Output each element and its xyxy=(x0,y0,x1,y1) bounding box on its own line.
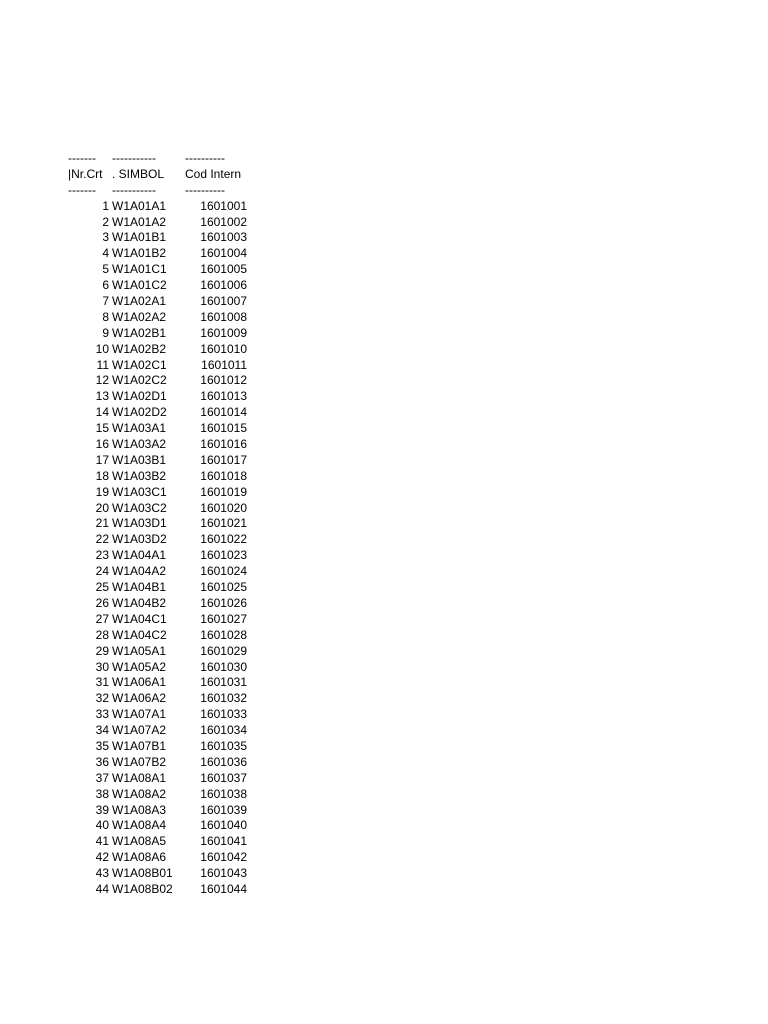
cell-simbol: W1A02C1 xyxy=(112,357,167,372)
cell-nr-crt: 43 xyxy=(95,866,109,881)
cell-simbol: W1A03A1 xyxy=(112,421,167,436)
cell-simbol: W1A05A2 xyxy=(112,659,167,674)
cell-simbol: W1A02A2 xyxy=(112,309,167,324)
cell-cod-intern: 1601035 xyxy=(200,738,247,753)
dash-nr-bottom: ------- xyxy=(68,182,96,197)
cell-simbol: W1A03B2 xyxy=(112,468,167,483)
cell-nr-crt: 5 xyxy=(102,262,109,277)
cell-nr-crt: 17 xyxy=(95,452,109,467)
cell-nr-crt: 38 xyxy=(95,786,109,801)
cell-simbol: W1A03C2 xyxy=(112,500,167,515)
cell-nr-crt: 7 xyxy=(102,294,109,309)
cell-simbol: W1A04B2 xyxy=(112,595,167,610)
cell-nr-crt: 25 xyxy=(95,580,109,595)
cell-nr-crt: 24 xyxy=(95,564,109,579)
column-header-nr-crt: |Nr.Crt xyxy=(68,166,103,181)
cell-cod-intern: 1601015 xyxy=(200,421,247,436)
cell-cod-intern: 1601005 xyxy=(200,262,247,277)
cell-simbol: W1A08B01 xyxy=(112,866,173,881)
cell-simbol: W1A01C1 xyxy=(112,262,167,277)
cell-simbol: W1A03D1 xyxy=(112,516,167,531)
cell-simbol: W1A08A2 xyxy=(112,786,167,801)
cell-simbol: W1A02D1 xyxy=(112,389,167,404)
cell-cod-intern: 1601039 xyxy=(200,802,247,817)
cell-nr-crt: 29 xyxy=(95,643,109,658)
cell-simbol: W1A01A2 xyxy=(112,214,167,229)
cell-nr-crt: 35 xyxy=(95,738,109,753)
cell-nr-crt: 9 xyxy=(102,325,109,340)
cell-cod-intern: 1601034 xyxy=(200,723,247,738)
cell-cod-intern: 1601013 xyxy=(200,389,247,404)
cell-cod-intern: 1601019 xyxy=(200,484,247,499)
cell-nr-crt: 2 xyxy=(102,214,109,229)
cell-nr-crt: 18 xyxy=(95,468,109,483)
cell-nr-crt: 40 xyxy=(95,818,109,833)
cell-cod-intern: 1601040 xyxy=(200,818,247,833)
cell-cod-intern: 1601012 xyxy=(200,373,247,388)
cell-nr-crt: 26 xyxy=(95,595,109,610)
cell-simbol: W1A04C2 xyxy=(112,627,167,642)
cell-simbol: W1A02C2 xyxy=(112,373,167,388)
cell-simbol: W1A01B1 xyxy=(112,230,167,245)
cell-simbol: W1A02A1 xyxy=(112,294,167,309)
cell-simbol: W1A04B1 xyxy=(112,580,167,595)
cell-simbol: W1A07A2 xyxy=(112,723,167,738)
cell-simbol: W1A07B1 xyxy=(112,738,167,753)
cell-nr-crt: 28 xyxy=(95,627,109,642)
cell-cod-intern: 1601036 xyxy=(200,754,247,769)
cell-nr-crt: 30 xyxy=(95,659,109,674)
cell-nr-crt: 34 xyxy=(95,723,109,738)
cell-nr-crt: 15 xyxy=(95,421,109,436)
dash-cod-bottom: ---------- xyxy=(185,182,225,197)
cell-nr-crt: 21 xyxy=(95,516,109,531)
cell-simbol: W1A03B1 xyxy=(112,452,167,467)
cell-cod-intern: 1601018 xyxy=(200,468,247,483)
cell-simbol: W1A06A1 xyxy=(112,675,167,690)
cell-cod-intern: 1601026 xyxy=(200,595,247,610)
cell-simbol: W1A07A1 xyxy=(112,707,167,722)
cell-cod-intern: 1601016 xyxy=(200,437,247,452)
cell-nr-crt: 4 xyxy=(102,246,109,261)
cell-nr-crt: 33 xyxy=(95,707,109,722)
cell-simbol: W1A08A5 xyxy=(112,834,167,849)
cell-cod-intern: 1601027 xyxy=(200,611,247,626)
cell-simbol: W1A04A2 xyxy=(112,564,167,579)
cell-simbol: W1A03C1 xyxy=(112,484,167,499)
cell-cod-intern: 1601033 xyxy=(200,707,247,722)
cell-simbol: W1A03A2 xyxy=(112,437,167,452)
cell-nr-crt: 32 xyxy=(95,691,109,706)
cell-simbol: W1A02D2 xyxy=(112,405,167,420)
cell-cod-intern: 1601029 xyxy=(200,643,247,658)
cell-nr-crt: 37 xyxy=(95,770,109,785)
cell-simbol: W1A06A2 xyxy=(112,691,167,706)
cell-nr-crt: 23 xyxy=(95,548,109,563)
cell-nr-crt: 42 xyxy=(95,850,109,865)
cell-cod-intern: 1601023 xyxy=(200,548,247,563)
cell-simbol: W1A01B2 xyxy=(112,246,167,261)
cell-nr-crt: 11 xyxy=(96,357,109,372)
cell-nr-crt: 13 xyxy=(95,389,109,404)
cell-nr-crt: 8 xyxy=(102,309,109,324)
cell-cod-intern: 1601010 xyxy=(200,341,247,356)
dash-cod-top: ---------- xyxy=(185,151,225,165)
dash-simbol-bottom: ----------- xyxy=(112,182,156,197)
cell-cod-intern: 1601008 xyxy=(200,309,247,324)
cell-nr-crt: 27 xyxy=(95,611,109,626)
cell-cod-intern: 1601043 xyxy=(200,866,247,881)
cell-cod-intern: 1601037 xyxy=(200,770,247,785)
dash-nr-top: ------- xyxy=(68,151,96,165)
cell-nr-crt: 14 xyxy=(95,405,109,420)
cell-cod-intern: 1601025 xyxy=(200,580,247,595)
cell-simbol: W1A01A1 xyxy=(112,198,167,213)
cell-nr-crt: 44 xyxy=(95,881,109,896)
cell-nr-crt: 16 xyxy=(95,437,109,452)
cell-simbol: W1A04A1 xyxy=(112,548,167,563)
cell-cod-intern: 1601009 xyxy=(200,325,247,340)
cell-nr-crt: 39 xyxy=(95,802,109,817)
cell-nr-crt: 3 xyxy=(102,230,109,245)
cell-simbol: W1A08A4 xyxy=(112,818,167,833)
cell-cod-intern: 1601031 xyxy=(200,675,247,690)
cell-nr-crt: 12 xyxy=(95,373,109,388)
cell-nr-crt: 1 xyxy=(102,198,109,213)
cell-cod-intern: 1601011 xyxy=(201,357,247,372)
cell-cod-intern: 1601007 xyxy=(200,294,247,309)
cell-cod-intern: 1601004 xyxy=(200,246,247,261)
cell-simbol: W1A08B02 xyxy=(112,881,173,896)
dash-simbol-top: ----------- xyxy=(112,151,156,165)
cell-simbol: W1A07B2 xyxy=(112,754,167,769)
cell-cod-intern: 1601028 xyxy=(200,627,247,642)
cell-simbol: W1A08A6 xyxy=(112,850,167,865)
cell-nr-crt: 10 xyxy=(95,341,109,356)
cell-nr-crt: 36 xyxy=(95,754,109,769)
cell-simbol: W1A03D2 xyxy=(112,532,167,547)
cell-cod-intern: 1601021 xyxy=(200,516,247,531)
cell-cod-intern: 1601001 xyxy=(200,198,247,213)
cell-cod-intern: 1601044 xyxy=(200,881,247,896)
cell-cod-intern: 1601017 xyxy=(200,452,247,467)
cell-nr-crt: 31 xyxy=(95,675,109,690)
cell-cod-intern: 1601020 xyxy=(200,500,247,515)
cell-cod-intern: 1601003 xyxy=(200,230,247,245)
cell-nr-crt: 19 xyxy=(95,484,109,499)
cell-simbol: W1A08A1 xyxy=(112,770,167,785)
cell-cod-intern: 1601022 xyxy=(200,532,247,547)
cell-cod-intern: 1601014 xyxy=(200,405,247,420)
cell-cod-intern: 1601002 xyxy=(200,214,247,229)
cell-nr-crt: 41 xyxy=(95,834,109,849)
column-header-cod-intern: Cod Intern xyxy=(185,166,242,181)
cell-simbol: W1A08A3 xyxy=(112,802,167,817)
cell-cod-intern: 1601024 xyxy=(200,564,247,579)
cell-simbol: W1A02B1 xyxy=(112,325,167,340)
cell-cod-intern: 1601042 xyxy=(200,850,247,865)
cell-nr-crt: 20 xyxy=(95,500,109,515)
cell-cod-intern: 1601006 xyxy=(200,278,247,293)
cell-cod-intern: 1601030 xyxy=(200,659,247,674)
cell-simbol: W1A01C2 xyxy=(112,278,167,293)
cell-cod-intern: 1601041 xyxy=(200,834,247,849)
cell-cod-intern: 1601038 xyxy=(200,786,247,801)
cell-nr-crt: 6 xyxy=(102,278,109,293)
cell-nr-crt: 22 xyxy=(95,532,109,547)
cell-simbol: W1A04C1 xyxy=(112,611,167,626)
column-header-simbol: . SIMBOL xyxy=(112,166,165,181)
cell-simbol: W1A05A1 xyxy=(112,643,167,658)
cell-cod-intern: 1601032 xyxy=(200,691,247,706)
cell-simbol: W1A02B2 xyxy=(112,341,167,356)
